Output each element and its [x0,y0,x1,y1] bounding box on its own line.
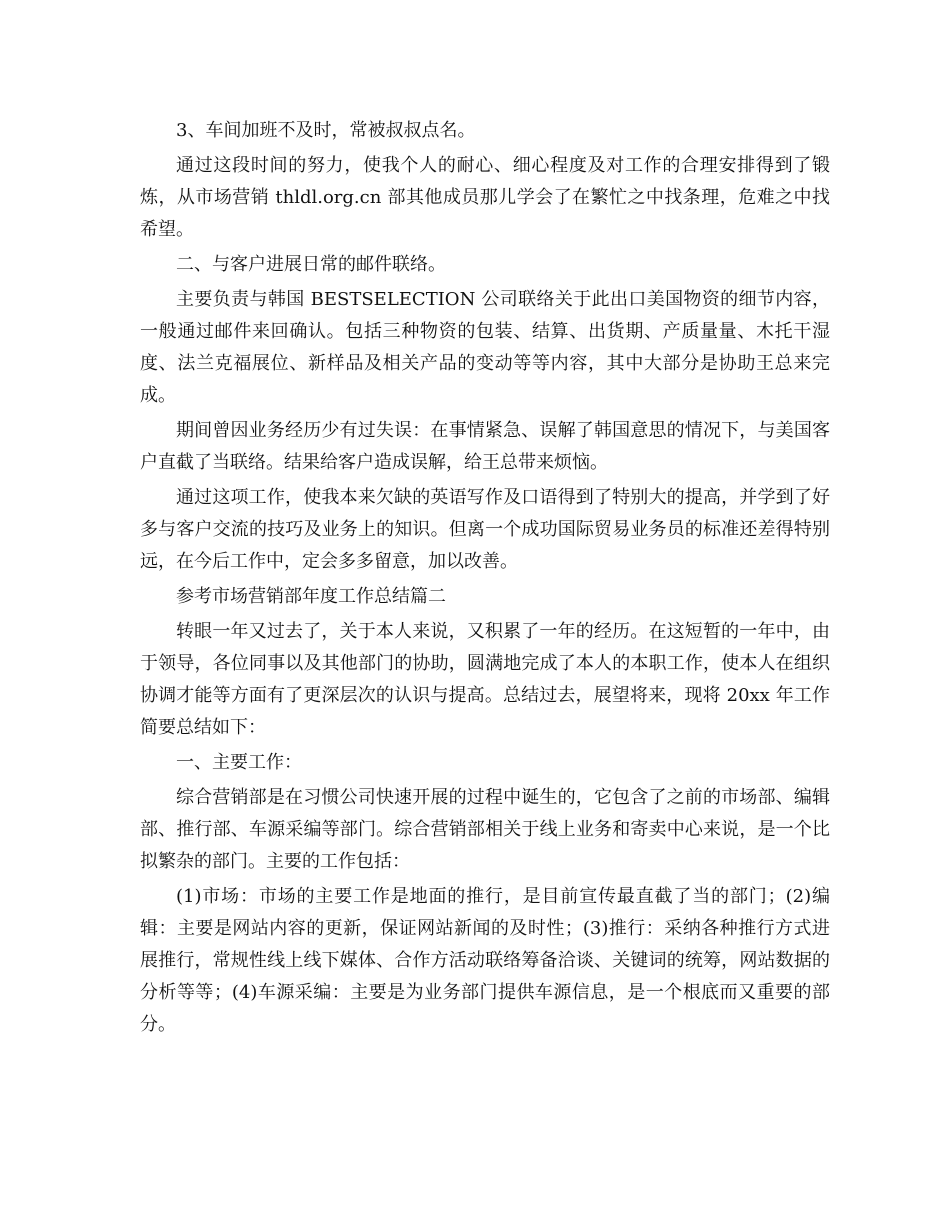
paragraph-4: 主要负责与韩国 BESTSELECTION 公司联络关于此出口美国物资的细节内容，一般通过邮件来回确认。包括三种物资的包装、结算、出货期、产质量量、木托干湿度、法兰克福展位、新样品及相关产品的变动等等内容，其中大部分是协助王总来完成。 [140,289,830,406]
paragraph-11: (1)市场：市场的主要工作是地面的推行，是目前宣传最直截了当的部门；(2)编辑：主要是网站内容的更新，保证网站新闻的及时性；(3)推行：采纳各种推行方式进展推行，常规性线上线下媒体、合作方活动联络筹备洽谈、关键词的统筹，网站数据的分析等等；(4)车源采编：主要是为业务部门提供车源信息，是一个根底而又重要的部分。 [140,886,830,1035]
document-body [140,115,830,1044]
paragraph-6: 通过这项工作，使我本来欠缺的英语写作及口语得到了特别大的提高，并学到了好多与客户交流的技巧及业务上的知识。但离一个成功国际贸易业务员的标准还差得特别远，在今后工作中，定会多多留意，加以改善。 [140,487,830,572]
paragraph-1: 3、车间加班不及时，常被叔叔点名。 [176,120,476,141]
paragraph-2: 通过这段时间的努力，使我个人的耐心、细心程度及对工作的合理安排得到了锻炼，从市场营销 thldl.org.cn 部其他成员那儿学会了在繁忙之中找条理，危难之中找希望。 [140,155,830,240]
section-heading-main-work: 一、主要工作： [176,752,302,773]
section-heading-email: 二、与客户进展日常的邮件联络。 [176,254,446,275]
paragraph-5: 期间曾因业务经历少有过失误：在事情紧急、误解了韩国意思的情况下，与美国客户直截了当联络。结果给客户造成误解，给王总带来烦恼。 [140,420,830,473]
paragraph-8: 转眼一年又过去了，关于本人来说，又积累了一年的经历。在这短暂的一年中，由于领导，各位同事以及其他部门的协助，圆满地完成了本人的本职工作，使本人在组织协调才能等方面有了更深层次的认识与提高。总结过去，展望将来，现将 20xx 年工作简要总结如下： [140,621,830,738]
article-title-part-two: 参考市场营销部年度工作总结篇二 [176,586,446,607]
paragraph-10: 综合营销部是在习惯公司快速开展的过程中诞生的，它包含了之前的市场部、编辑部、推行部、车源采编等部门。综合营销部相关于线上业务和寄卖中心来说，是一个比拟繁杂的部门。主要的工作包括： [140,787,830,872]
